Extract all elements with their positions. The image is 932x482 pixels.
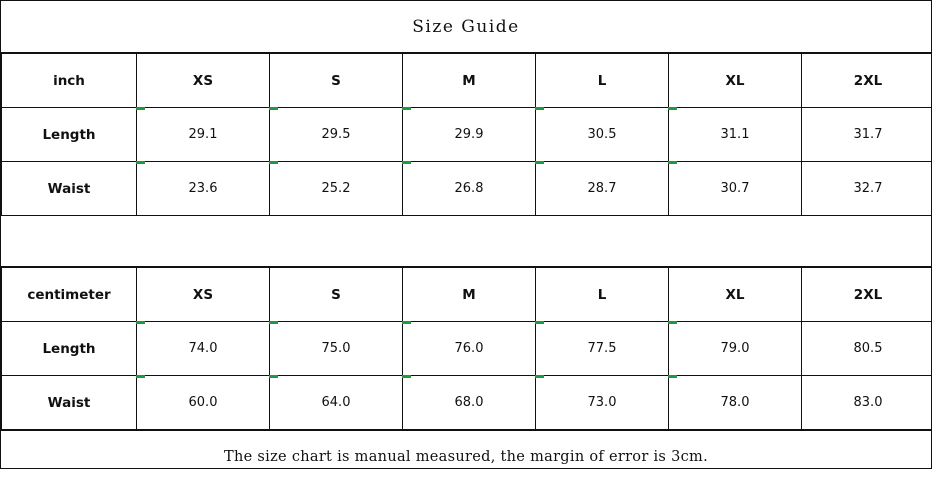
row-label-waist: Waist: [2, 162, 137, 216]
column-header-xl: XL: [669, 268, 802, 322]
cell-inch-waist-m: 26.8: [403, 162, 536, 216]
cell-cm-waist-l: 73.0: [536, 376, 669, 430]
table-row: [2, 162, 932, 216]
table-separator: [1, 216, 931, 267]
cell-cm-length-xl: 79.0: [669, 322, 802, 376]
cell-cm-length-l: 77.5: [536, 322, 669, 376]
cell-cm-length-s: 75.0: [270, 322, 403, 376]
unit-label-centimeter: centimeter: [2, 268, 137, 322]
column-header-2xl: 2XL: [802, 268, 932, 322]
cell-cm-waist-xs: 60.0: [137, 376, 270, 430]
cell-inch-waist-xl: 30.7: [669, 162, 802, 216]
table-row: [2, 376, 932, 430]
column-header-l: L: [536, 268, 669, 322]
table-row: [2, 108, 932, 162]
centimeter-table-block: [1, 267, 931, 430]
cell-inch-waist-xs: 23.6: [137, 162, 270, 216]
cell-cm-length-2xl: 80.5: [802, 322, 932, 376]
page-title: Size Guide: [412, 17, 519, 37]
cell-cm-waist-m: 68.0: [403, 376, 536, 430]
cell-cm-length-m: 76.0: [403, 322, 536, 376]
cell-inch-waist-2xl: 32.7: [802, 162, 932, 216]
cell-inch-waist-l: 28.7: [536, 162, 669, 216]
table-row: [2, 322, 932, 376]
cell-inch-length-m: 29.9: [403, 108, 536, 162]
footer-note-row: [1, 430, 931, 482]
footer-note: The size chart is manual measured, the margin of error is 3cm.: [224, 449, 708, 465]
cell-inch-length-2xl: 31.7: [802, 108, 932, 162]
cell-inch-waist-s: 25.2: [270, 162, 403, 216]
row-label-waist: Waist: [2, 376, 137, 430]
row-label-length: Length: [2, 322, 137, 376]
cell-inch-length-s: 29.5: [270, 108, 403, 162]
cell-inch-length-xl: 31.1: [669, 108, 802, 162]
column-header-2xl: 2XL: [802, 54, 932, 108]
table-header-row: [2, 54, 932, 108]
cell-cm-waist-s: 64.0: [270, 376, 403, 430]
inch-table-block: [1, 53, 931, 216]
cell-cm-length-xs: 74.0: [137, 322, 270, 376]
cell-cm-waist-2xl: 83.0: [802, 376, 932, 430]
inch-size-table: [1, 53, 932, 216]
column-header-m: M: [403, 54, 536, 108]
column-header-m: M: [403, 268, 536, 322]
table-header-row: [2, 268, 932, 322]
column-header-xs: XS: [137, 54, 270, 108]
unit-label-inch: inch: [2, 54, 137, 108]
column-header-s: S: [270, 268, 403, 322]
size-guide-title-row: [1, 1, 931, 53]
column-header-xl: XL: [669, 54, 802, 108]
column-header-xs: XS: [137, 268, 270, 322]
centimeter-size-table: [1, 267, 932, 430]
column-header-s: S: [270, 54, 403, 108]
column-header-l: L: [536, 54, 669, 108]
row-label-length: Length: [2, 108, 137, 162]
cell-inch-length-l: 30.5: [536, 108, 669, 162]
cell-inch-length-xs: 29.1: [137, 108, 270, 162]
cell-cm-waist-xl: 78.0: [669, 376, 802, 430]
